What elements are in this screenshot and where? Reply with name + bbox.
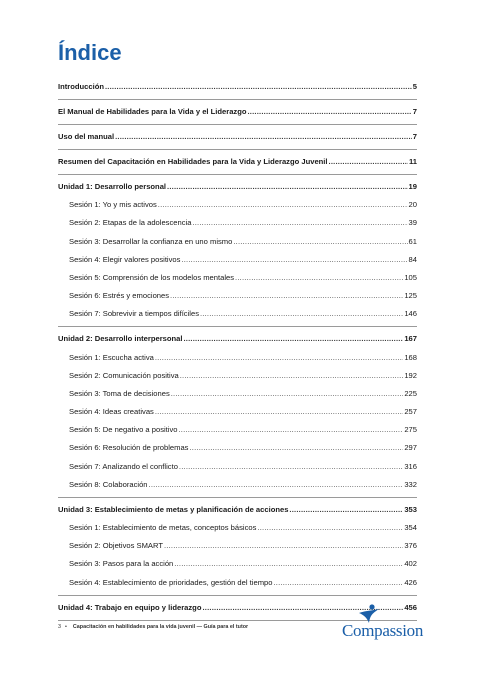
dot-leader [329, 157, 408, 167]
toc-entry-label: Sesión 6: Resolución de problemas [69, 443, 189, 453]
dot-leader [167, 182, 408, 192]
toc-entry-page: 39 [408, 218, 417, 228]
section-divider [58, 326, 417, 327]
toc-entry-page: 125 [404, 291, 417, 301]
toc-entry-sesion[interactable] [58, 559, 417, 569]
toc-entry-unidad-1[interactable] [58, 182, 417, 192]
toc-entry-page: 225 [404, 388, 417, 398]
footer-text: Capacitación en habilidades para la vida juvenil — Guía para el tutor [72, 624, 249, 630]
toc-entry-sesion[interactable] [58, 273, 417, 283]
toc-entry-label: Unidad 3: Establecimiento de metas y planificación de acciones [58, 504, 289, 514]
toc-entry-sesion[interactable] [58, 443, 417, 453]
dot-leader [183, 334, 403, 344]
section-divider [58, 124, 417, 125]
footer-page-number: 3 [58, 624, 61, 630]
toc-entry-label: Sesión 3: Desarrollar la confianza en uno mismo [69, 236, 233, 246]
toc-entry-page: 7 [412, 107, 417, 116]
toc-entry-page: 354 [404, 523, 417, 532]
dot-leader [192, 218, 407, 228]
toc-entry-sesion[interactable] [58, 407, 417, 417]
toc-entry-label: Uso del manual [58, 132, 115, 141]
dot-leader [273, 578, 403, 588]
toc-entry-sesion[interactable] [58, 541, 417, 551]
toc-entry-page: 5 [412, 82, 417, 91]
toc-entry-page: 402 [404, 559, 417, 569]
toc-entry-label: Sesión 4: Ideas creativas [69, 407, 154, 417]
toc-group-unidad-3 [58, 505, 417, 588]
toc-entry-label: Resumen del Capacitación en Habilidades para la Vida y Liderazgo Juvenil [58, 157, 328, 166]
section-divider [58, 174, 417, 175]
dot-leader [200, 309, 403, 319]
toc-entry-label: Sesión 8: Colaboración [69, 479, 148, 489]
toc-entry-label: Sesión 2: Comunicación positiva [69, 370, 179, 380]
toc-entry-page: 316 [404, 461, 417, 471]
toc-entry-label: Sesión 4: Elegir valores positivos [69, 254, 181, 264]
toc-entry-page: 20 [408, 200, 417, 210]
dot-leader [170, 291, 403, 301]
dot-leader [174, 559, 403, 569]
toc-entry-label: Introducción [58, 82, 104, 91]
dot-leader [179, 462, 403, 472]
toc-entry-introduccion[interactable] [58, 82, 417, 92]
toc-entry-label: Sesión 5: De negativo a positivo [69, 425, 178, 435]
toc-entry-page: 168 [404, 352, 417, 362]
toc-entry-sesion[interactable] [58, 237, 417, 247]
toc-entry-page: 167 [404, 334, 417, 344]
section-divider [58, 497, 417, 498]
toc-entry-sesion[interactable] [58, 480, 417, 490]
toc-entry-page: 456 [404, 602, 417, 612]
dot-leader [257, 523, 403, 533]
toc-entry-page: 297 [404, 443, 417, 453]
section-divider [58, 149, 417, 150]
toc-entry-label: Unidad 2: Desarrollo interpersonal [58, 334, 183, 344]
page-title: Índice [58, 40, 122, 65]
toc-entry-label: Sesión 4: Establecimiento de prioridades, gestión del tiempo [69, 577, 273, 587]
toc-entry-page: 426 [404, 577, 417, 587]
dot-leader [158, 200, 408, 210]
dot-leader [189, 443, 403, 453]
toc-entry-label: Sesión 1: Establecimiento de metas, conceptos básicos [69, 523, 257, 532]
toc-entry-page: 11 [408, 157, 417, 166]
toc-entry-manual[interactable] [58, 107, 417, 117]
toc-entry-label: El Manual de Habilidades para la Vida y el Liderazgo [58, 107, 247, 116]
toc-group-unidad-1 [58, 182, 417, 319]
dot-leader [155, 407, 403, 417]
dot-leader [179, 425, 404, 435]
toc-entry-uso-manual[interactable] [58, 132, 417, 142]
toc-entry-label: Sesión 2: Etapas de la adolescencia [69, 218, 192, 228]
toc-entry-unidad-3[interactable] [58, 505, 417, 515]
toc-entry-page: 61 [408, 236, 417, 246]
toc-entry-sesion[interactable] [58, 218, 417, 228]
toc-entry-label: Sesión 1: Escucha activa [69, 352, 154, 362]
toc-entry-label: Sesión 1: Yo y mis activos [69, 200, 157, 210]
toc-group-unidad-2 [58, 334, 417, 490]
toc-entry-page: 275 [404, 425, 417, 435]
page-footer [58, 624, 248, 630]
dot-leader [233, 237, 407, 247]
dot-leader [155, 353, 403, 363]
toc-entry-label: Sesión 6: Estrés y emociones [69, 291, 170, 301]
toc-entry-resumen[interactable] [58, 157, 417, 167]
toc-entry-sesion[interactable] [58, 523, 417, 533]
toc-entry-label: Sesión 2: Objetivos SMART [69, 541, 163, 551]
toc-entry-page: 84 [408, 254, 417, 264]
dot-leader [115, 132, 412, 142]
dot-leader [248, 107, 412, 117]
dot-leader [105, 82, 412, 92]
table-of-contents [58, 82, 417, 628]
dot-leader [149, 480, 404, 490]
footer-bullet: • [65, 624, 67, 630]
toc-entry-sesion[interactable] [58, 291, 417, 301]
toc-entry-sesion[interactable] [58, 389, 417, 399]
compassion-logo [342, 604, 438, 644]
compassion-wordmark: Compassion [342, 621, 424, 640]
toc-entry-page: 105 [404, 272, 417, 282]
toc-entry-page: 192 [404, 370, 417, 380]
dot-leader [171, 389, 404, 399]
section-divider [58, 595, 417, 596]
toc-entry-unidad-2[interactable] [58, 334, 417, 344]
toc-entry-sesion[interactable] [58, 425, 417, 435]
toc-entry-label: Unidad 4: Trabajo en equipo y liderazgo [58, 602, 202, 612]
toc-entry-label: Sesión 5: Comprensión de los modelos mentales [69, 272, 235, 282]
toc-entry-page: 332 [404, 479, 417, 489]
toc-entry-label: Sesión 7: Sobrevivir a tiempos difíciles [69, 309, 199, 319]
toc-entry-page: 7 [412, 132, 417, 141]
toc-entry-label: Unidad 1: Desarrollo personal [58, 182, 167, 191]
toc-entry-page: 257 [404, 407, 417, 417]
dot-leader [164, 541, 403, 551]
toc-entry-label: Sesión 7: Analizando el conflicto [69, 461, 178, 471]
dot-leader [289, 505, 403, 515]
toc-entry-sesion[interactable] [58, 309, 417, 319]
toc-entry-page: 353 [404, 504, 417, 514]
toc-entry-sesion[interactable] [58, 371, 417, 381]
dot-leader [181, 255, 407, 265]
section-divider [58, 99, 417, 100]
toc-entry-label: Sesión 3: Pasos para la acción [69, 559, 174, 569]
toc-entry-sesion[interactable] [58, 200, 417, 210]
toc-entry-sesion[interactable] [58, 255, 417, 265]
toc-entry-sesion[interactable] [58, 462, 417, 472]
toc-entry-sesion[interactable] [58, 578, 417, 588]
toc-entry-label: Sesión 3: Toma de decisiones [69, 388, 170, 398]
toc-entry-sesion[interactable] [58, 353, 417, 363]
toc-entry-page: 19 [408, 182, 417, 191]
dot-leader [235, 273, 403, 283]
toc-entry-page: 146 [404, 309, 417, 319]
toc-entry-page: 376 [404, 541, 417, 551]
dot-leader [180, 371, 404, 381]
